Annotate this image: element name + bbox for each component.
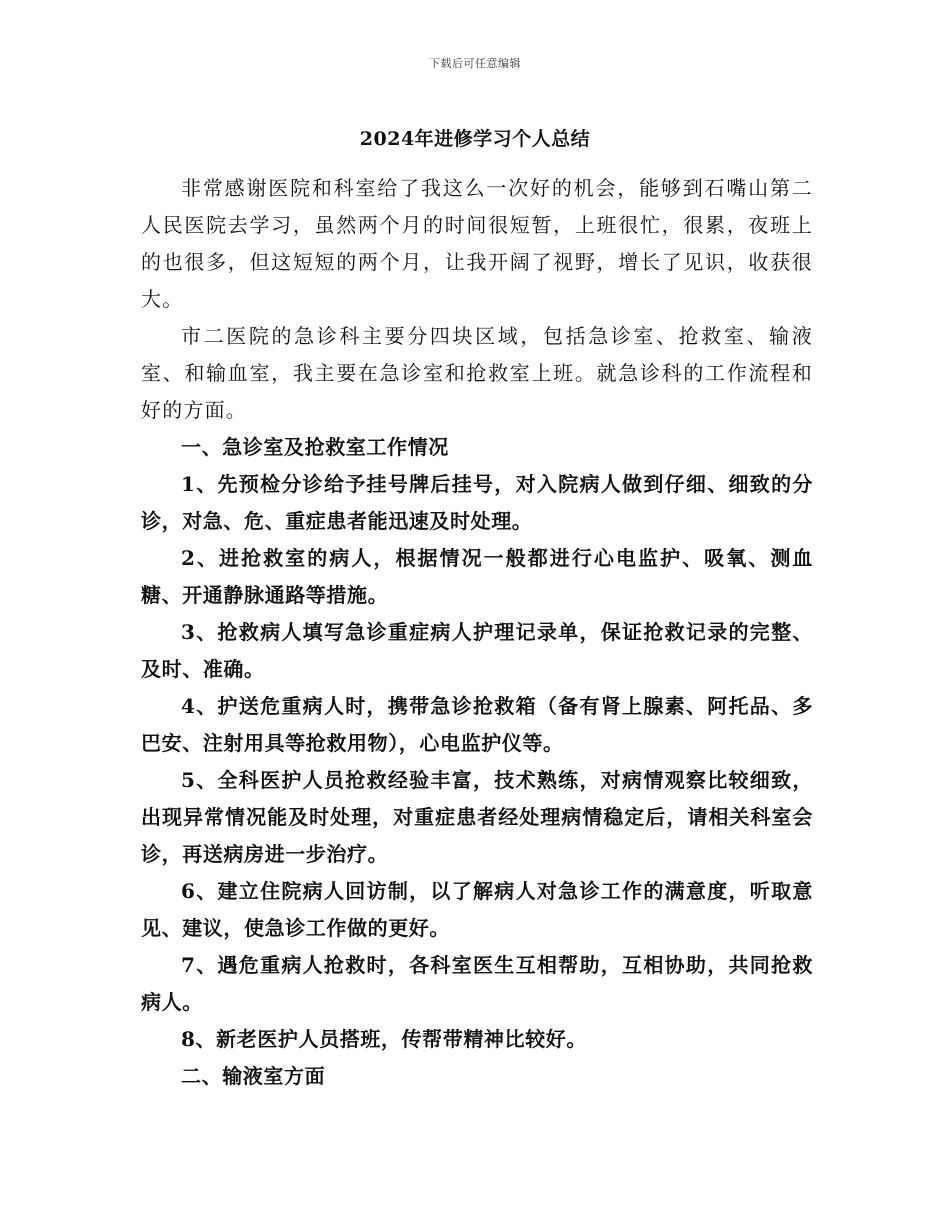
list-item-1: 1、先预检分诊给予挂号牌后挂号，对入院病人做到仔细、细致的分诊，对急、危、重症患者能迅速及时处理。 [141,472,813,533]
list-item-5: 5、全科医护人员抢救经验丰富，技术熟练，对病情观察比较细致，出现异常情况能及时处理，对重症患者经处理病情稳定后，请相关科室会诊，再送病房进一步治疗。 [141,768,813,866]
document-body [141,170,813,1095]
list-item-4: 4、护送危重病人时，携带急诊抢救箱（备有肾上腺素、阿托品、多巴安、注射用具等抢救用物），心电监护仪等。 [141,694,813,755]
section-heading-emergency: 一、急诊室及抢救室工作情况 [181,435,449,459]
paragraph-intro: 非常感谢医院和科室给了我这么一次好的机会，能够到石嘴山第二人民医院去学习，虽然两个月的时间很短暂，上班很忙，很累，夜班上的也很多，但这短短的两个月，让我开阔了视野，增长了见识，收获很大。 [141,176,813,311]
document-title: 2024年进修学习个人总结 [359,128,591,150]
paragraph-departments: 市二医院的急诊科主要分四块区域，包括急诊室、抢救室、输液室、和输血室，我主要在急诊室和抢救室上班。就急诊科的工作流程和好的方面。 [141,324,813,422]
list-item-2: 2、进抢救室的病人，根据情况一般都进行心电监护、吸氧、测血糖、开通静脉通路等措施。 [141,546,813,607]
list-item-6: 6、建立住院病人回访制，以了解病人对急诊工作的满意度，听取意见、建议，使急诊工作做的更好。 [141,879,813,940]
list-item-3: 3、抢救病人填写急诊重症病人护理记录单，保证抢救记录的完整、及时、准确。 [141,620,813,681]
header-note: 下载后可任意编辑 [429,57,521,70]
list-item-7: 7、遇危重病人抢救时，各科室医生互相帮助，互相协助，共同抢救病人。 [141,953,813,1014]
list-item-8: 8、新老医护人员搭班，传帮带精神比较好。 [181,1027,587,1051]
section-heading-infusion: 二、输液室方面 [181,1064,326,1088]
